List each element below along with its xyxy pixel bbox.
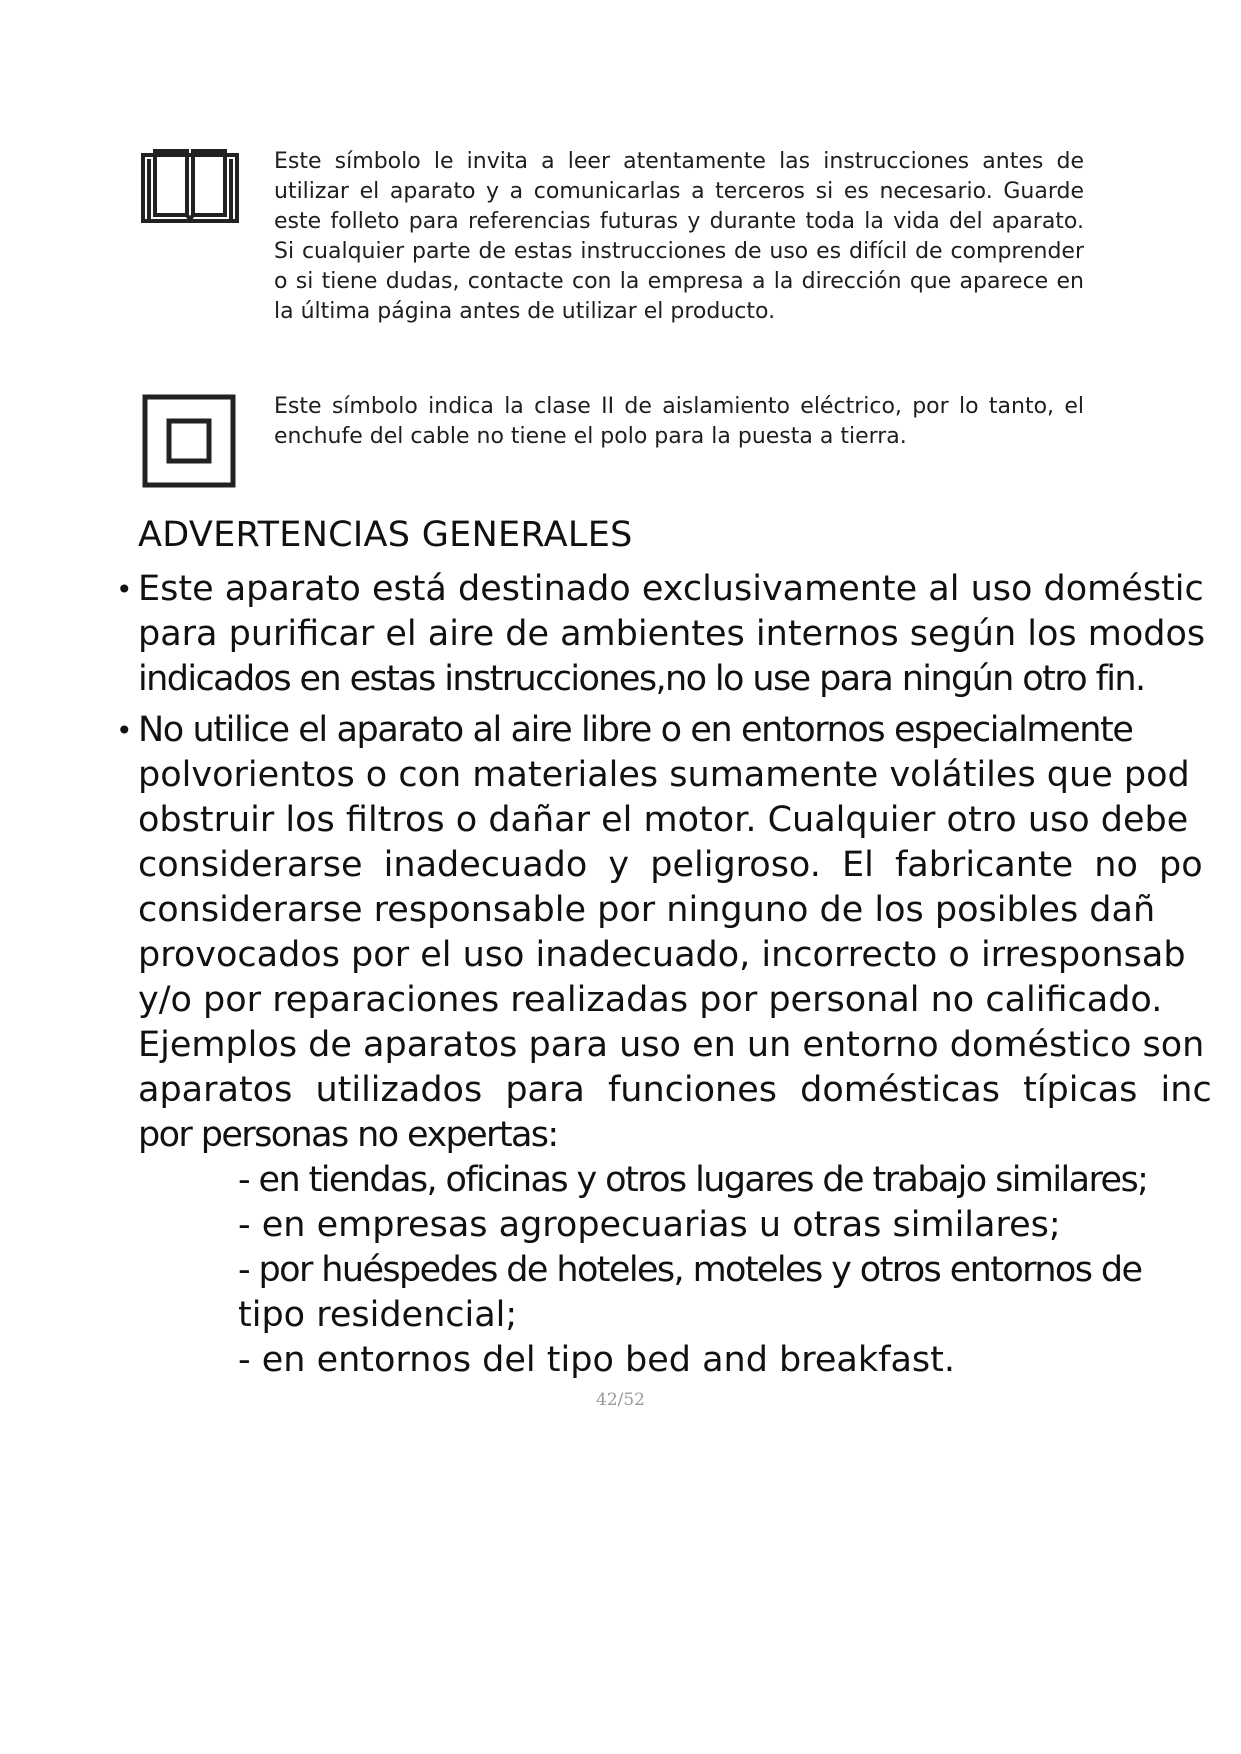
list-item: - en tiendas, oficinas y otros lugares de trabajo similares;: [238, 1160, 1148, 1200]
bullet-line: polvorientos o con materiales sumamente volátiles que pod: [138, 755, 1190, 795]
section-heading: ADVERTENCIAS GENERALES: [138, 515, 633, 555]
list-item: - en entornos del tipo bed and breakfast.: [238, 1340, 955, 1380]
symbol-description: Este símbolo indica la clase II de aislamiento eléctrico, por lo tanto, el enchufe del cable no tiene el polo para la puesta a tierra.: [274, 394, 1084, 449]
bullet-icon: •: [116, 573, 133, 606]
bullet-line: Ejemplos de aparatos para uso en un entorno doméstico son: [138, 1025, 1205, 1065]
bullet-icon: •: [116, 714, 133, 747]
list-item: - por huéspedes de hoteles, moteles y otros entornos de: [238, 1250, 1142, 1290]
list-item: - en empresas agropecuarias u otras similares;: [238, 1205, 1061, 1245]
bullet-item: [116, 567, 1241, 702]
bullet-line: considerarse inadecuado y peligroso. El fabricante no po: [138, 845, 1203, 885]
usage-examples-list: [238, 1158, 1147, 1383]
bullet-line: y/o por reparaciones realizadas por personal no calificado.: [138, 980, 1163, 1020]
list-item: tipo residencial;: [238, 1295, 518, 1335]
symbol-description: Este símbolo le invita a leer atentamente las instrucciones antes de utilizar el aparato y a comunicarlas a terceros si es necesario. Guarde este folleto para referencias futuras y durante toda la vida del aparato. Si cualquier parte de estas instrucciones de uso es difícil de comprender o si tiene dudas, contacte con la empresa a la dirección que aparece en la última página antes de utilizar el producto.: [274, 149, 1084, 324]
bullet-item: [116, 708, 1241, 1158]
bullet-line: para purificar el aire de ambientes internos según los modos: [138, 614, 1206, 654]
bullet-line: por personas no expertas:: [138, 1115, 558, 1155]
page-number: 42/52: [596, 1390, 645, 1410]
bullet-line: No utilice el aparato al aire libre o en entornos especialmente: [138, 710, 1133, 750]
bullet-line: considerarse responsable por ninguno de los posibles dañ: [138, 890, 1156, 930]
bullet-line: provocados por el uso inadecuado, incorrecto o irresponsab: [138, 935, 1186, 975]
book-icon: [140, 145, 240, 225]
double-square-class-ii-icon: [140, 392, 240, 492]
bullet-line: Este aparato está destinado exclusivamente al uso doméstic: [138, 569, 1204, 609]
bullet-line: obstruir los filtros o dañar el motor. Cualquier otro uso debe: [138, 800, 1189, 840]
bullet-line: indicados en estas instrucciones,no lo use para ningún otro fin.: [138, 659, 1145, 699]
bullet-line: aparatos utilizados para funciones domésticas típicas inc: [138, 1070, 1212, 1110]
